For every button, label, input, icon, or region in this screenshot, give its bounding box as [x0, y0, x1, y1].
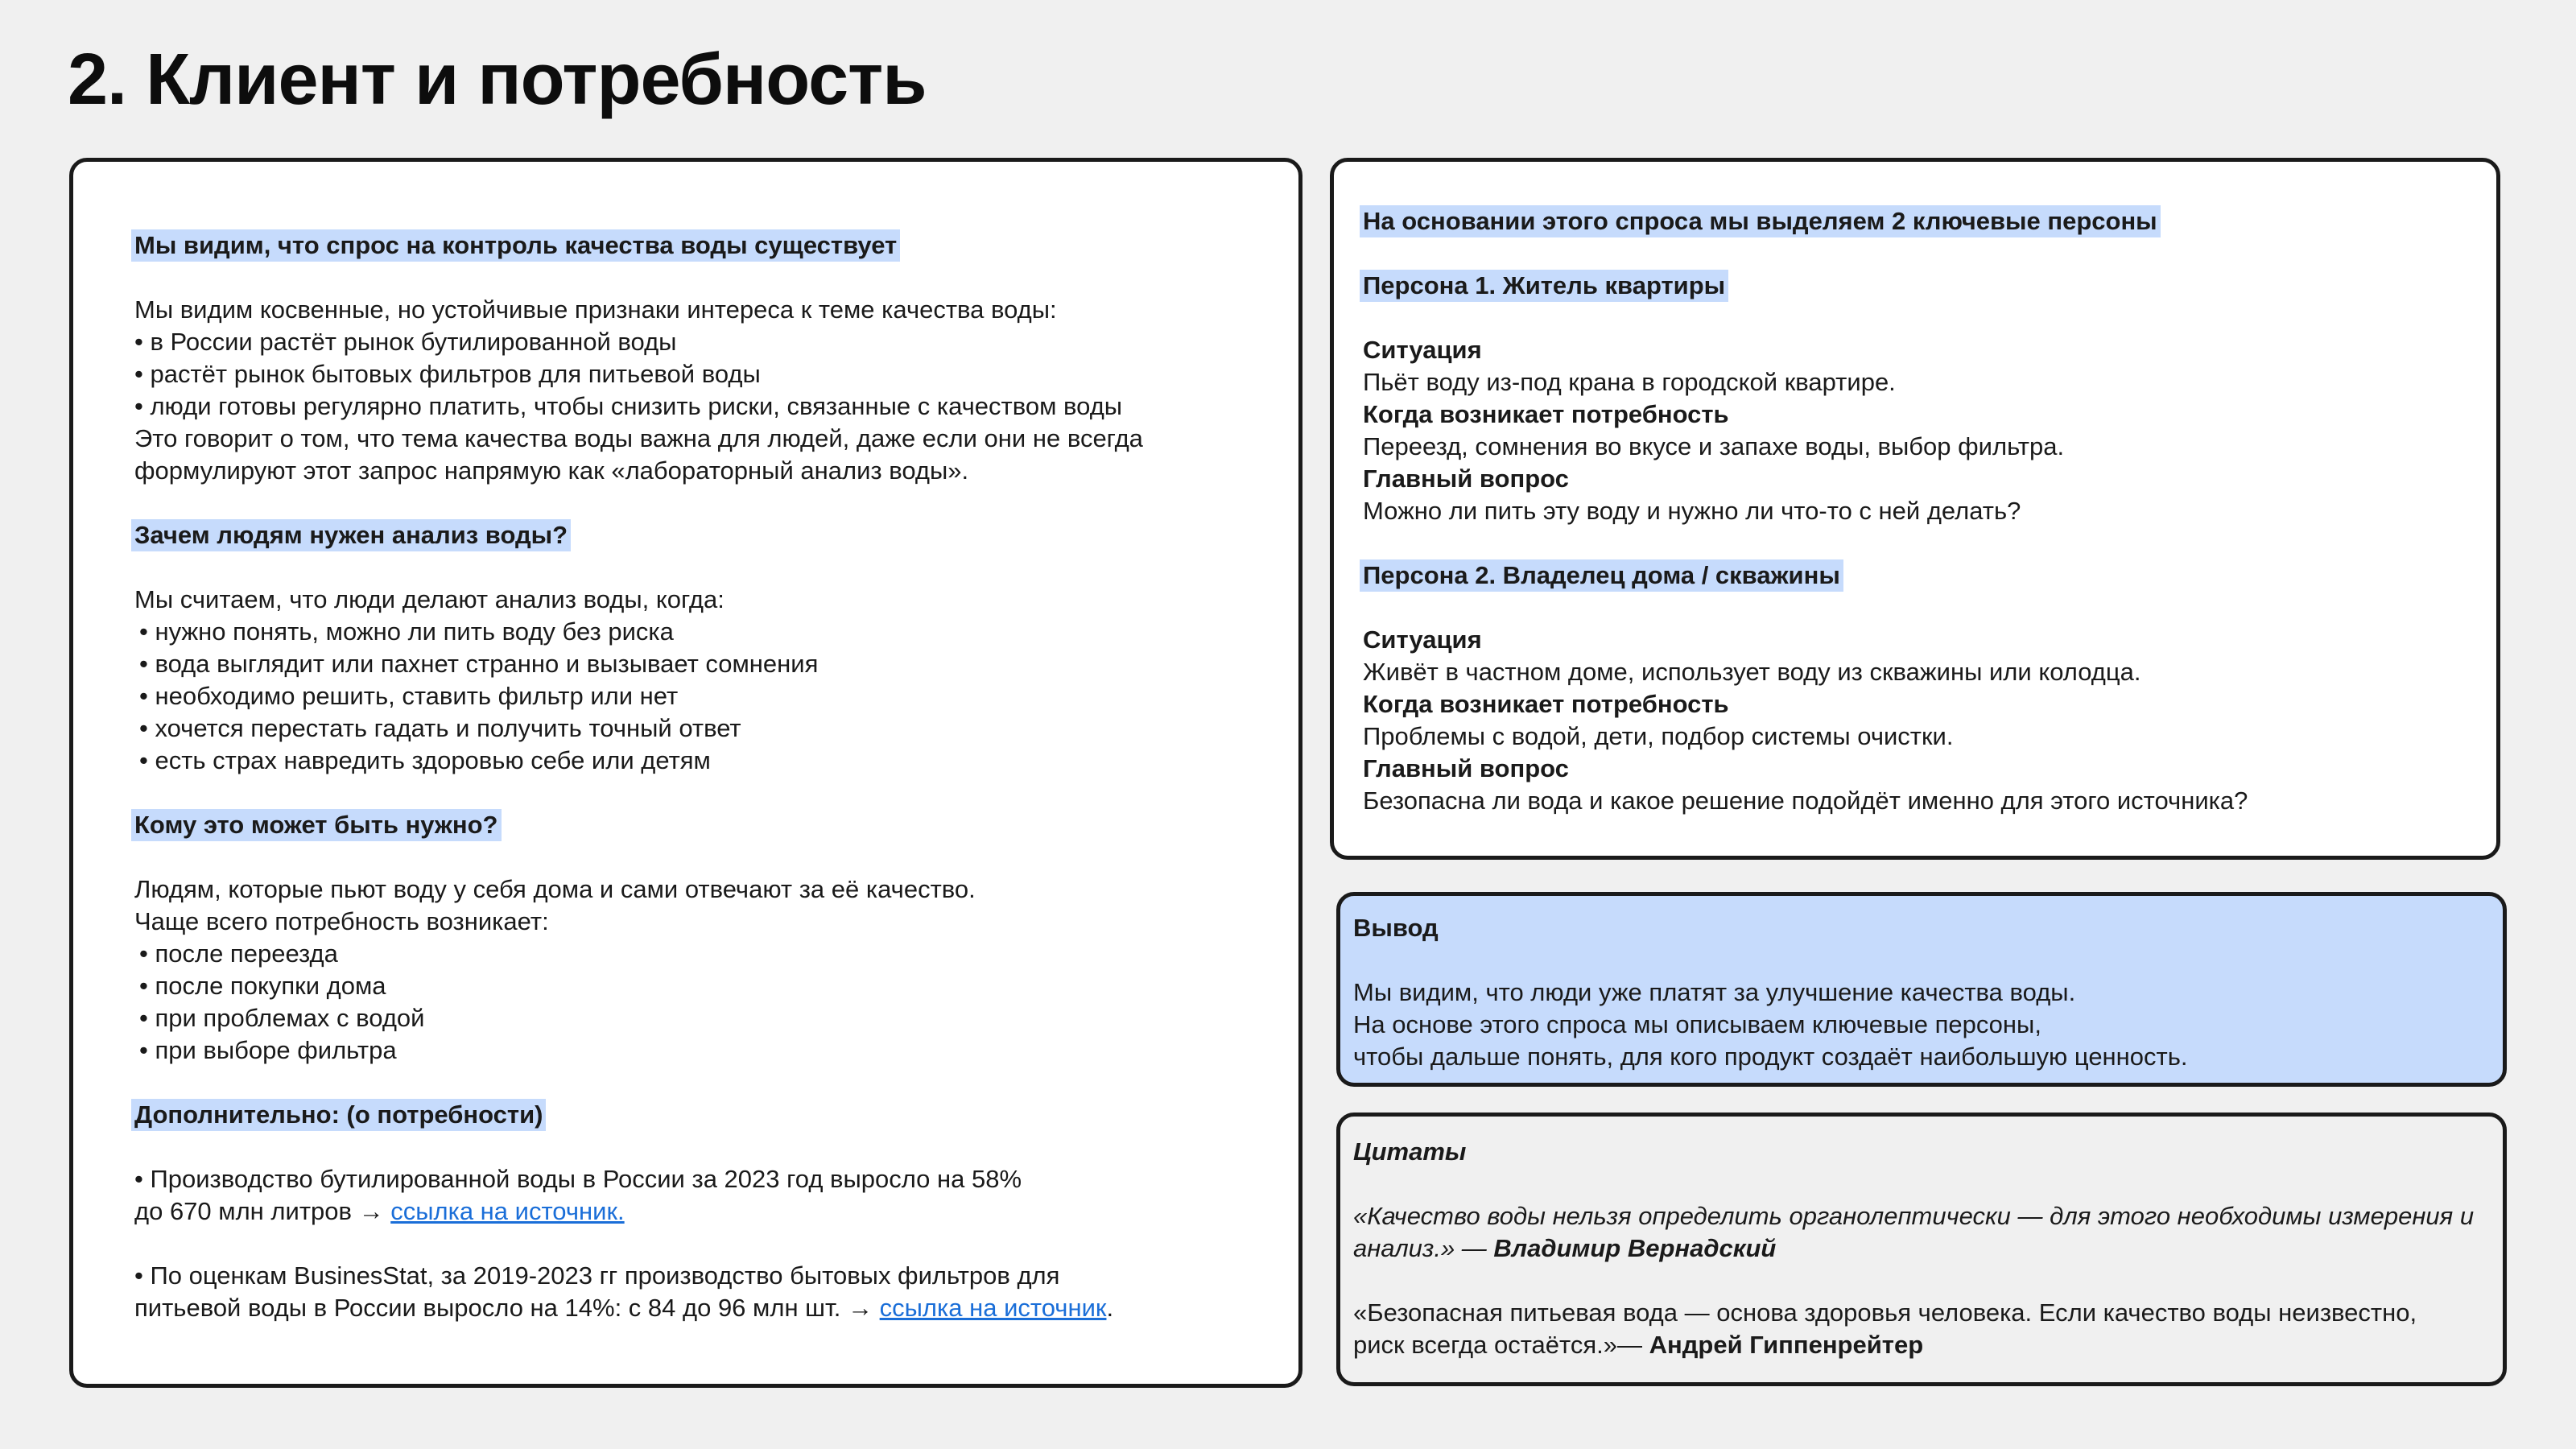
- persona-2-question: Безопасна ли вода и какое решение подойдёт именно для этого источника?: [1363, 786, 2248, 815]
- demand-card: [69, 158, 1302, 1388]
- paragraph-line: [134, 1292, 1143, 1324]
- quote-2-author: Андрей Гиппенрейтер: [1649, 1331, 1924, 1359]
- paragraph-line: • По оценкам BusinesStat, за 2019-2023 гг производство бытовых фильтров для: [134, 1261, 1060, 1290]
- bullet-item: • необходимо решить, ставить фильтр или нет: [139, 682, 679, 710]
- demand-card-content: [134, 229, 1143, 1324]
- quotes-card-content: [1353, 1136, 2474, 1361]
- personas-heading: На основании этого спроса мы выделяем 2 ключевые персоны: [1360, 205, 2161, 237]
- conclusion-title: Вывод: [1353, 914, 1439, 942]
- quote-1-line: [1353, 1232, 2474, 1265]
- paragraph-line: Мы считаем, что люди делают анализ воды, когда:: [134, 585, 724, 613]
- extra2-tail: .: [1106, 1294, 1114, 1322]
- bullet-item: • растёт рынок бытовых фильтров для питьевой воды: [134, 360, 761, 388]
- quote-1-line: «Качество воды нельзя определить органолептически — для этого необходимы измерения и: [1353, 1202, 2475, 1230]
- section-heading-who: Кому это может быть нужно?: [131, 809, 502, 841]
- quote-2-line: «Безопасная питьевая вода — основа здоровья человека. Если качество воды неизвестно,: [1353, 1298, 2417, 1327]
- bullet-item: • при выборе фильтра: [139, 1036, 397, 1064]
- quotes-title: Цитаты: [1353, 1137, 1467, 1166]
- conclusion-line: Мы видим, что люди уже платят за улучшение качества воды.: [1353, 978, 2076, 1006]
- paragraph-line: Мы видим косвенные, но устойчивые признаки интереса к теме качества воды:: [134, 295, 1057, 324]
- paragraph-line: Чаще всего потребность возникает:: [134, 907, 549, 935]
- conclusion-line: чтобы дальше понять, для кого продукт создаёт наибольшую ценность.: [1353, 1042, 2188, 1071]
- persona-2-situation-label: Ситуация: [1363, 625, 1482, 654]
- bullet-item: • в России растёт рынок бутилированной воды: [134, 328, 677, 356]
- section-heading-why: Зачем людям нужен анализ воды?: [131, 519, 571, 551]
- paragraph-line: [134, 1195, 1143, 1228]
- bullet-item: • при проблемах с водой: [139, 1004, 425, 1032]
- persona-1-need-label: Когда возникает потребность: [1363, 400, 1729, 428]
- persona-1-situation-label: Ситуация: [1363, 336, 1482, 364]
- paragraph-line: формулируют этот запрос напрямую как «лабораторный анализ воды».: [134, 456, 969, 485]
- quote-1-author: Владимир Вернадский: [1493, 1234, 1777, 1262]
- conclusion-card-content: [1353, 912, 2188, 1073]
- persona-2-title: Персона 2. Владелец дома / скважины: [1360, 559, 1843, 592]
- extra2-text: питьевой воды в России выросло на 14%: с 84 до 96 млн шт. →: [134, 1294, 880, 1322]
- paragraph-line: Людям, которые пьют воду у себя дома и сами отвечают за её качество.: [134, 875, 976, 903]
- bullet-item: • есть страх навредить здоровью себе или детям: [139, 746, 711, 774]
- bullet-item: • люди готовы регулярно платить, чтобы снизить риски, связанные с качеством воды: [134, 392, 1123, 420]
- persona-1-question-label: Главный вопрос: [1363, 464, 1569, 493]
- persona-1-question: Можно ли пить эту воду и нужно ли что-то с ней делать?: [1363, 497, 2021, 525]
- bullet-item: • вода выглядит или пахнет странно и вызывает сомнения: [139, 650, 819, 678]
- page-title: 2. Клиент и потребность: [68, 39, 927, 120]
- persona-2-question-label: Главный вопрос: [1363, 754, 1569, 782]
- section-heading-extra: Дополнительно: (о потребности): [131, 1099, 546, 1131]
- personas-card-content: [1363, 205, 2248, 817]
- paragraph-line: Это говорит о том, что тема качества воды важна для людей, даже если они не всегда: [134, 424, 1143, 452]
- quote-1-text: анализ.» —: [1353, 1234, 1494, 1262]
- quote-2-text: риск всегда остаётся.»—: [1353, 1331, 1649, 1359]
- persona-2-need-label: Когда возникает потребность: [1363, 690, 1729, 718]
- persona-1-need: Переезд, сомнения во вкусе и запахе воды, выбор фильтра.: [1363, 432, 2065, 460]
- source-link-filters[interactable]: ссылка на источник: [879, 1294, 1107, 1322]
- persona-1-situation: Пьёт воду из-под крана в городской квартире.: [1363, 368, 1896, 396]
- bullet-item: • нужно понять, можно ли пить воду без риска: [139, 617, 674, 646]
- persona-2-need: Проблемы с водой, дети, подбор системы очистки.: [1363, 722, 1954, 750]
- persona-2-situation: Живёт в частном доме, использует воду из скважины или колодца.: [1363, 658, 2141, 686]
- conclusion-card: [1336, 892, 2507, 1087]
- bullet-item: • после покупки дома: [139, 972, 386, 1000]
- source-link-bottled-water[interactable]: ссылка на источник.: [390, 1197, 625, 1225]
- bullet-item: • после переезда: [139, 939, 338, 968]
- quotes-card: [1336, 1113, 2507, 1386]
- quote-2-line: [1353, 1329, 2474, 1361]
- extra1-text: до 670 млн литров →: [134, 1197, 391, 1225]
- personas-card: [1330, 158, 2500, 860]
- persona-1-title: Персона 1. Житель квартиры: [1360, 270, 1728, 302]
- paragraph-line: • Производство бутилированной воды в России за 2023 год выросло на 58%: [134, 1165, 1022, 1193]
- section-heading-demand: Мы видим, что спрос на контроль качества воды существует: [131, 229, 900, 262]
- conclusion-line: На основе этого спроса мы описываем ключевые персоны,: [1353, 1010, 2041, 1038]
- bullet-item: • хочется перестать гадать и получить точный ответ: [139, 714, 741, 742]
